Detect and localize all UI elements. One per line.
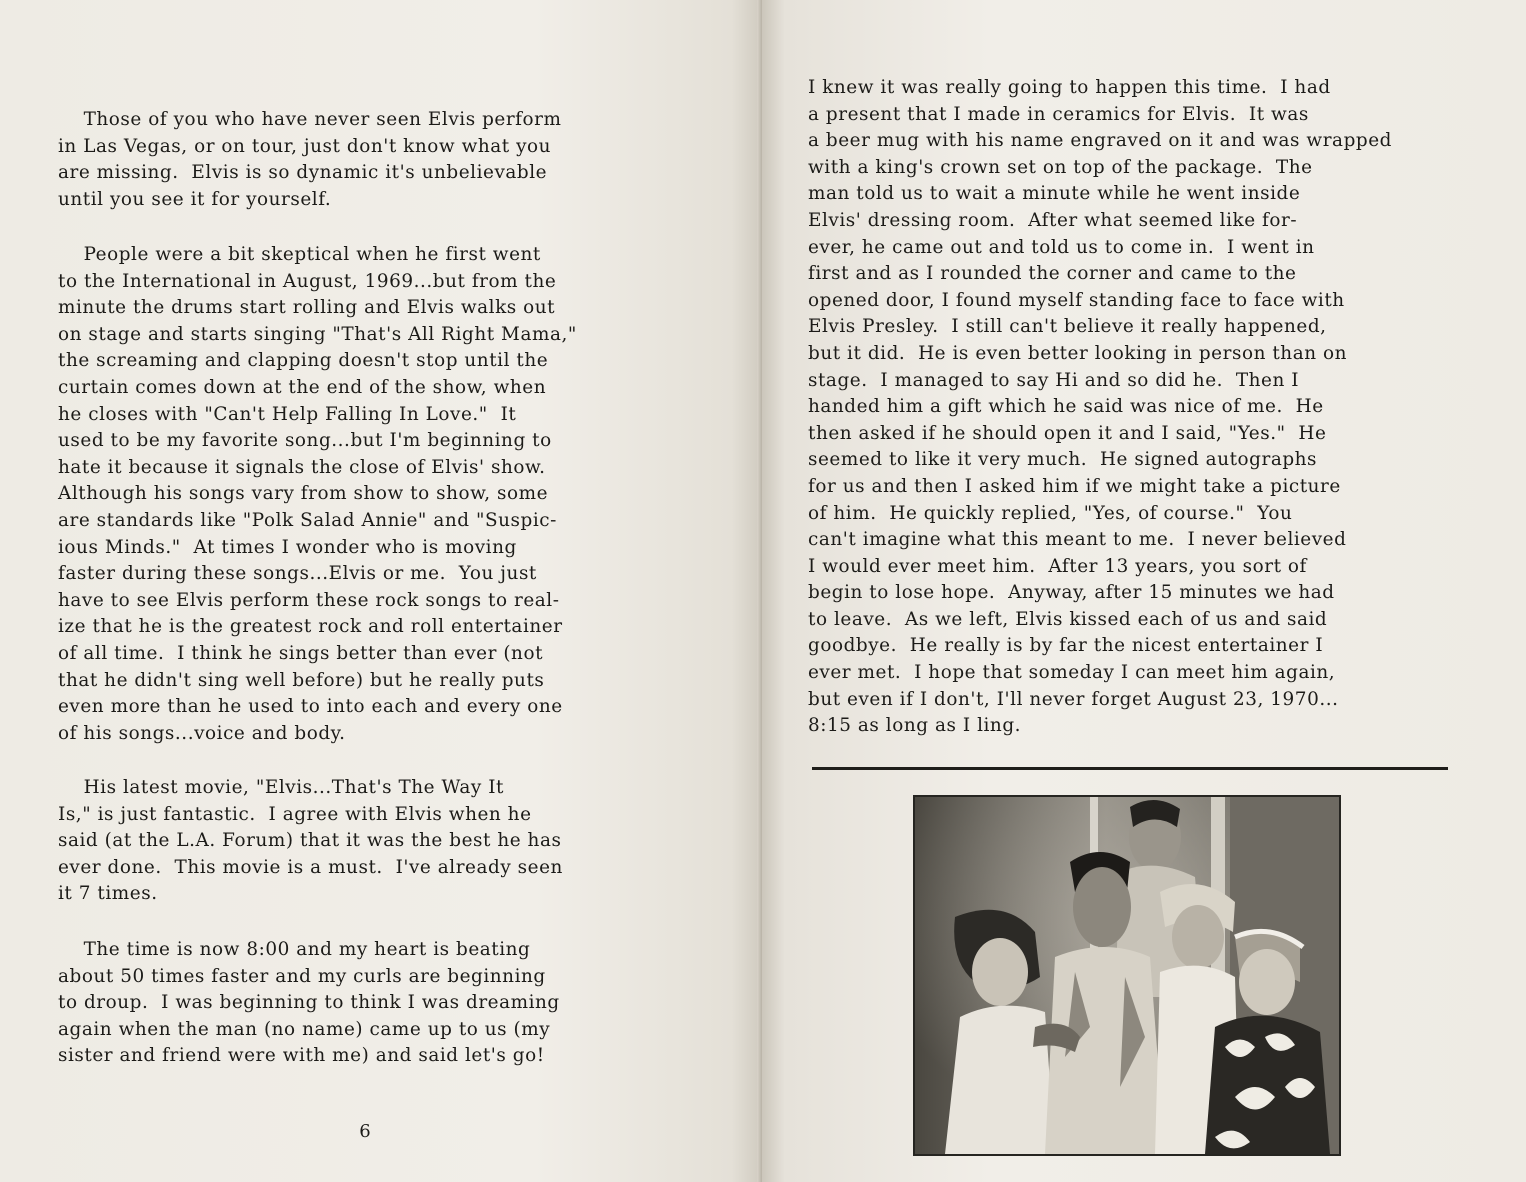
text-line: ious Minds." At times I wonder who is moving bbox=[58, 536, 517, 558]
text-line: of him. He quickly replied, "Yes, of course." You bbox=[808, 502, 1293, 524]
text-line: ever, he came out and told us to come in. I went in bbox=[808, 236, 1315, 258]
text-line: but even if I don't, I'll never forget August 23, 1970... bbox=[808, 688, 1339, 710]
text-line: 8:15 as long as I ling. bbox=[808, 715, 1022, 737]
group-photo bbox=[913, 795, 1341, 1156]
text-line: have to see Elvis perform these rock songs to real- bbox=[58, 589, 560, 611]
text-line: ever done. This movie is a must. I've already seen bbox=[58, 856, 563, 878]
text-line: in Las Vegas, or on tour, just don't know what you bbox=[58, 135, 552, 157]
text-line: to the International in August, 1969...but from the bbox=[58, 270, 557, 292]
text-line: man told us to wait a minute while he went inside bbox=[808, 183, 1301, 205]
text-line: are standards like "Polk Salad Annie" and "Suspic- bbox=[58, 509, 557, 531]
paragraph-international-show bbox=[58, 242, 577, 747]
paragraph-vegas-intro bbox=[58, 107, 562, 213]
text-line: a beer mug with his name engraved on it and was wrapped bbox=[808, 130, 1392, 152]
text-line: stage. I managed to say Hi and so did he. Then I bbox=[808, 369, 1300, 391]
text-line: I would ever meet him. After 13 years, you sort of bbox=[808, 555, 1307, 577]
text-line: curtain comes down at the end of the show, when bbox=[58, 376, 547, 398]
text-line: handed him a gift which he said was nice of me. He bbox=[808, 396, 1324, 418]
page-number: 6 bbox=[359, 1121, 371, 1142]
text-line: it 7 times. bbox=[58, 883, 158, 905]
paragraph-waiting bbox=[58, 937, 560, 1070]
text-line: until you see it for yourself. bbox=[58, 188, 332, 210]
text-line: Elvis' dressing room. After what seemed like for- bbox=[808, 209, 1298, 231]
text-line: Elvis Presley. I still can't believe it really happened, bbox=[808, 316, 1327, 338]
text-line: that he didn't sing well before) but he really puts bbox=[58, 669, 545, 691]
text-line: a present that I made in ceramics for Elvis. It was bbox=[808, 103, 1309, 125]
text-line: said (at the L.A. Forum) that it was the best he has bbox=[58, 830, 562, 852]
text-line: sister and friend were with me) and said let's go! bbox=[58, 1045, 545, 1067]
text-line: minute the drums start rolling and Elvis walks out bbox=[58, 297, 556, 319]
text-line: the screaming and clapping doesn't stop until the bbox=[58, 350, 549, 372]
text-line: to leave. As we left, Elvis kissed each of us and said bbox=[808, 608, 1328, 630]
text-line: of his songs...voice and body. bbox=[58, 722, 346, 744]
text-line: about 50 times faster and my curls are beginning bbox=[58, 965, 546, 987]
text-line: to droup. I was beginning to think I was dreaming bbox=[58, 992, 560, 1014]
text-line: opened door, I found myself standing face to face with bbox=[808, 289, 1345, 311]
text-line: His latest movie, "Elvis...That's The Way It bbox=[58, 777, 504, 798]
paragraph-latest-movie bbox=[58, 775, 563, 908]
text-line: Is," is just fantastic. I agree with Elvis when he bbox=[58, 803, 532, 825]
text-line: The time is now 8:00 and my heart is beating bbox=[58, 939, 531, 960]
text-line: hate it because it signals the close of Elvis' show. bbox=[58, 456, 546, 478]
text-line: again when the man (no name) came up to us (my bbox=[58, 1018, 551, 1040]
text-line: even more than he used to into each and every one bbox=[58, 696, 563, 718]
text-line: are missing. Elvis is so dynamic it's unbelievable bbox=[58, 162, 548, 184]
text-line: Although his songs vary from show to show, some bbox=[58, 483, 549, 505]
text-line: for us and then I asked him if we might take a picture bbox=[808, 475, 1341, 497]
text-line: Those of you who have never seen Elvis perform bbox=[58, 109, 562, 130]
text-line: first and as I rounded the corner and came to the bbox=[808, 263, 1297, 285]
text-line: ize that he is the greatest rock and roll entertainer bbox=[58, 616, 563, 638]
paragraph-meeting-elvis bbox=[808, 75, 1392, 740]
text-line: then asked if he should open it and I said, "Yes." He bbox=[808, 422, 1327, 444]
text-line: used to be my favorite song...but I'm beginning to bbox=[58, 430, 552, 452]
text-line: with a king's crown set on top of the package. The bbox=[808, 156, 1313, 178]
text-line: seemed to like it very much. He signed autographs bbox=[808, 449, 1318, 471]
text-line: he closes with "Can't Help Falling In Love." It bbox=[58, 403, 517, 425]
text-line: but it did. He is even better looking in person than on bbox=[808, 342, 1348, 364]
text-line: begin to lose hope. Anyway, after 15 minutes we had bbox=[808, 582, 1335, 604]
text-line: ever met. I hope that someday I can meet him again, bbox=[808, 662, 1336, 684]
text-line: People were a bit skeptical when he first went bbox=[58, 244, 541, 265]
text-line: faster during these songs...Elvis or me. You just bbox=[58, 563, 537, 585]
text-line: of all time. I think he sings better than ever (not bbox=[58, 642, 544, 664]
text-line: can't imagine what this meant to me. I never believed bbox=[808, 529, 1347, 551]
text-line: I knew it was really going to happen this time. I had bbox=[808, 77, 1331, 98]
horizontal-rule bbox=[812, 767, 1448, 770]
text-line: on stage and starts singing "That's All Right Mama," bbox=[58, 323, 577, 345]
text-line: goodbye. He really is by far the nicest entertainer I bbox=[808, 635, 1324, 657]
left-page bbox=[0, 0, 762, 1182]
